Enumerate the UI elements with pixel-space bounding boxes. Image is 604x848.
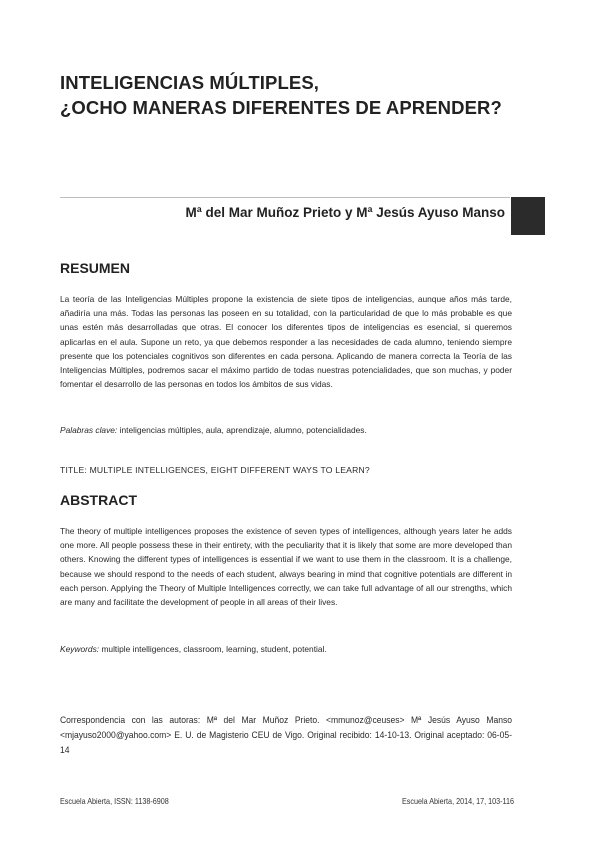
abstract-keywords-text: multiple intelligences, classroom, learning, student, potential. (101, 644, 327, 654)
title-line-1: INTELIGENCIAS MÚLTIPLES, (60, 72, 320, 93)
resumen-body: La teoría de las Inteligencias Múltiples propone la existencia de siete tipos de inteligencias, aunque años más tarde, añadiría una más. Todas las personas las poseen en su totalidad, con la particularidad de que lo más probable es que unas estén más desarrolladas que otras. El conocer los diferentes tipos de inteligencias es esencial, si queremos aplicarlas en el aula. Supone un reto, ya que debemos responder a las necesidades de cada alumno, teniendo siempre presente que los potenciales cognitivos son diferentes en cada persona. Aplicando de manera correcta la Teoría de las Inteligencias Múltiples, podremos sacar el máximo partido de todas nuestras potencialidades, que son muchas, y poder fomentar el desarrollo de las personas en todos los ámbitos de sus vidas. (60, 294, 512, 390)
title-line-2: ¿OCHO MANERAS DIFERENTES DE APRENDER? (60, 97, 502, 118)
footer-left: Escuela Abierta, ISSN: 1138-6908 (60, 797, 169, 806)
english-title: TITLE: MULTIPLE INTELLIGENCES, EIGHT DIFFERENT WAYS TO LEARN? (60, 465, 370, 475)
author-names: Mª del Mar Muñoz Prieto y Mª Jesús Ayuso Manso (185, 205, 505, 220)
author-divider (60, 197, 510, 198)
abstract-heading: ABSTRACT (60, 492, 137, 508)
author-block-decoration (511, 197, 545, 235)
abstract-keywords (60, 643, 512, 655)
resumen-keywords (60, 424, 512, 436)
resumen-keywords-label: Palabras clave: (60, 425, 118, 435)
resumen-heading: RESUMEN (60, 260, 131, 276)
resumen-keywords-text: inteligencias múltiples, aula, aprendizaje, alumno, potencialidades. (119, 425, 367, 435)
abstract-keywords-label: Keywords: (60, 644, 100, 654)
correspondence-note: Correspondencia con las autoras: Mª del Mar Muñoz Prieto. <mmunoz@ceuses> Mª Jesús Ayuso Manso <mjayuso2000@yahoo.com> E. U. de Magisterio CEU de Vigo. Original recibido: 14-10-13. Original aceptado: 06-05-14 (60, 715, 512, 755)
footer-right: Escuela Abierta, 2014, 17, 103-116 (402, 797, 515, 806)
abstract-body: The theory of multiple intelligences proposes the existence of seven types of intelligences, although years later he adds one more. All people possess these in their entirety, with the peculiarity that it is likely that some are more developed than others. Knowing the different types of intelligences is essential if we want to use them in the classroom. It is a challenge, because we should respond to the needs of each student, always bearing in mind that cognitive potentials are different in each person. Applying the Theory of Multiple Intelligences correctly, we can take full advantage of all our strengths, which are many and facilitate the development of people in all areas of their lives. (60, 526, 512, 608)
article-title (60, 70, 560, 120)
